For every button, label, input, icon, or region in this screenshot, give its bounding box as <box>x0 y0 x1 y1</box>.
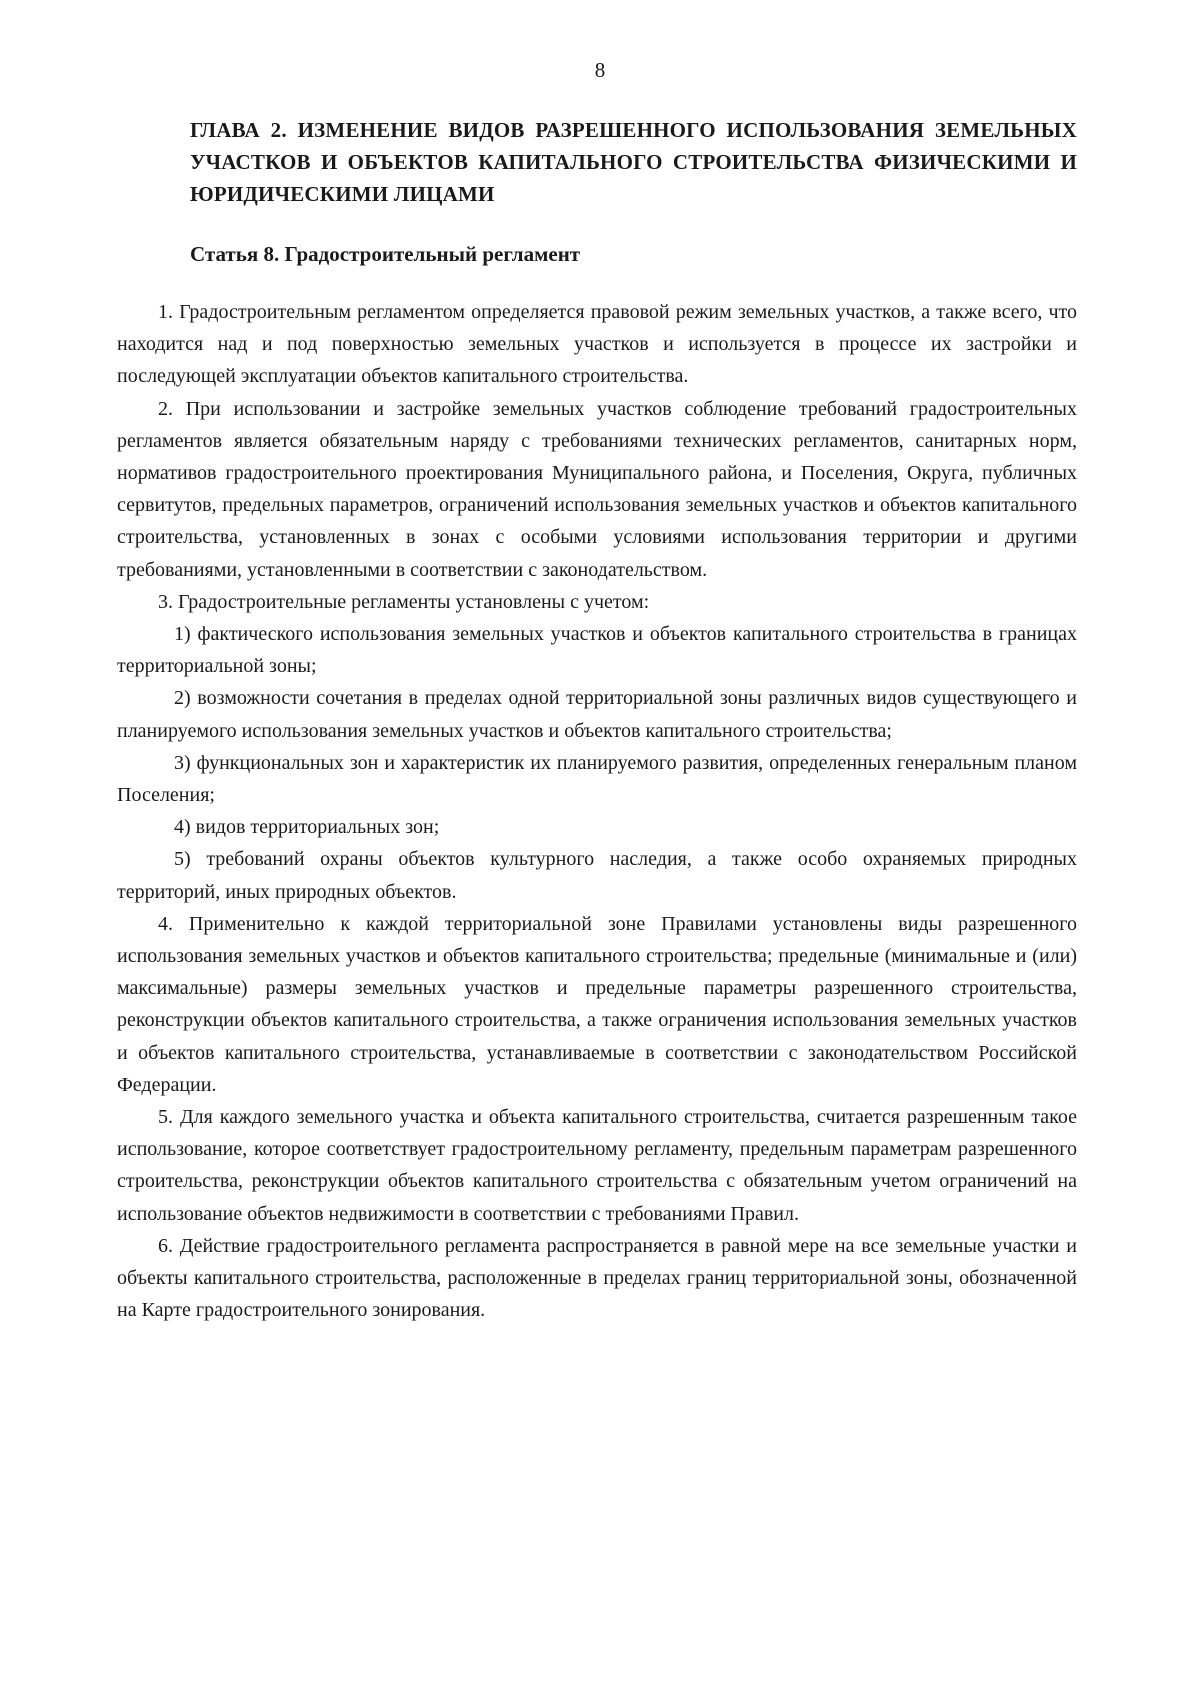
article-body <box>117 296 1077 1327</box>
paragraph-4: 4. Применительно к каждой территориальной зоне Правилами установлены виды разрешенного использования земельных участков и объектов капитального строительства; предельные (минимальные и (или) максимальные) размеры земельных участков и предельные параметры разрешенного строительства, реконструкции объектов капитального строительства, а также ограничения использования земельных участков и объектов капитального строительства, устанавливаемые в соответствии с законодательством Российской Федерации. <box>117 912 1077 1096</box>
subitem-3-1: 1) фактического использования земельных участков и объектов капитального строительства в границах территориальной зоны; <box>117 623 1077 678</box>
subitem-3-5: 5) требований охраны объектов культурного наследия, а также особо охраняемых природных территорий, иных природных объектов. <box>117 848 1077 903</box>
paragraph-6: 6. Действие градостроительного регламента распространяется в равной мере на все земельные участки и объекты капитального строительства, расположенные в пределах границ территориальной зоны, обозначенной на Карте градостроительного зонирования. <box>117 1234 1077 1322</box>
paragraph-2: 2. При использовании и застройке земельных участков соблюдение требований градостроительных регламентов является обязательным наряду с требованиями технических регламентов, санитарных норм, нормативов градостроительного проектирования Муниципального района, и Поселения, Округа, публичных сервитутов, предельных параметров, ограничений использования земельных участков и объектов капитального строительства, установленных в зонах с особыми условиями использования территории и другими требованиями, установленными в соответствии с законодательством. <box>117 397 1077 581</box>
article-title: Статья 8. Градостроительный регламент <box>190 242 581 266</box>
page-number: 8 <box>594 58 606 82</box>
subitem-3-3: 3) функциональных зон и характеристик их планируемого развития, определенных генеральным планом Поселения; <box>117 751 1077 807</box>
paragraph-1: 1. Градостроительным регламентом определяется правовой режим земельных участков, а также всего, что находится над и под поверхностью земельных участков и используется в процессе их застройки и последующей эксплуатации объектов капитального строительства. <box>117 301 1077 388</box>
chapter-title: ГЛАВА 2. ИЗМЕНЕНИЕ ВИДОВ РАЗРЕШЕННОГО ИСПОЛЬЗОВАНИЯ ЗЕМЕЛЬНЫХ УЧАСТКОВ И ОБЪЕКТОВ КАПИТАЛЬНОГО СТРОИТЕЛЬСТВА ФИЗИЧЕСКИМИ И ЮРИДИЧЕСКИМИ ЛИЦАМИ <box>190 118 1077 206</box>
paragraph-3: 3. Градостроительные регламенты установлены с учетом: <box>158 590 650 613</box>
subitem-3-4: 4) видов территориальных зон; <box>174 816 440 839</box>
paragraph-5: 5. Для каждого земельного участка и объекта капитального строительства, считается разрешенным такое использование, которое соответствует градостроительному регламенту, предельным параметрам разрешенного строительства, реконструкции объектов капитального строительства с обязательным учетом ограничений на использование объектов недвижимости в соответствии с требованиями Правил. <box>117 1106 1077 1225</box>
subitem-3-2: 2) возможности сочетания в пределах одной территориальной зоны различных видов существующего и планируемого использования земельных участков и объектов капитального строительства; <box>117 687 1077 742</box>
document-content <box>117 114 1077 1327</box>
